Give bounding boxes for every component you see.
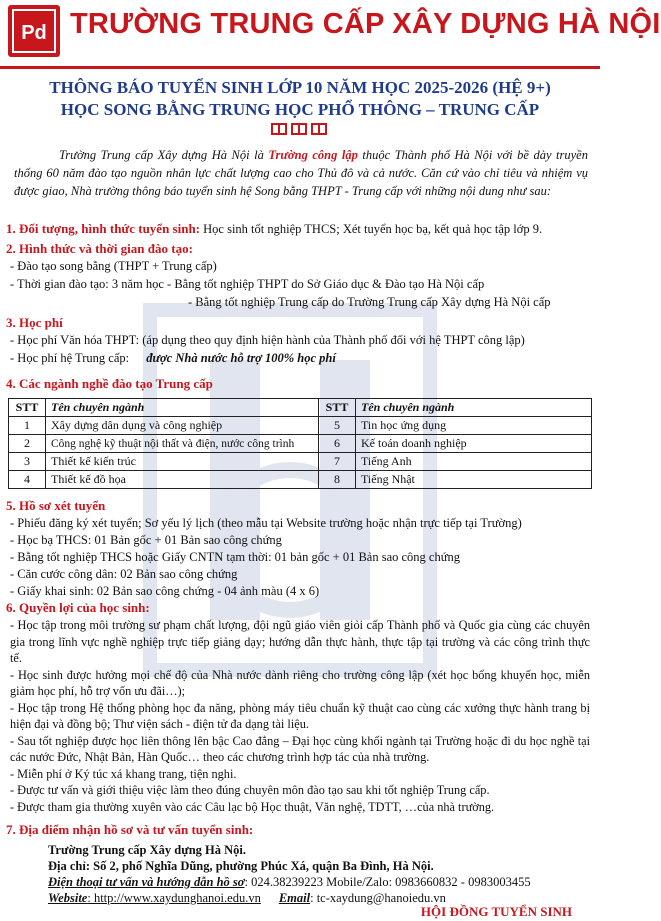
- s3-line2: - Học phí hệ Trung cấp: được Nhà nước hỗ trợ 100% học phí: [10, 351, 336, 365]
- svg-text:Pd: Pd: [21, 22, 47, 44]
- website-link[interactable]: : http://www.xaydunghanoi.edu.vn: [87, 891, 261, 905]
- list-item: - Giấy khai sinh: 02 Bản sao công chứng - 04 ảnh màu (4 x 6): [10, 584, 320, 598]
- section-3-heading: 3. Học phí: [6, 315, 63, 330]
- table-header-row: [9, 399, 592, 417]
- table-row: 3 Thiết kế kiến trúc 7 Tiếng Anh: [9, 453, 592, 471]
- book-ornament-icon: [270, 122, 330, 136]
- logo-emblem-icon: [8, 5, 60, 57]
- admissions-council: HỘI ĐỒNG TUYỂN SINH: [420, 904, 572, 919]
- table-row: 2 Công nghệ kỹ thuật nội thất và điện, nước công trình 6 Kế toán doanh nghiệp: [9, 435, 592, 453]
- email-link[interactable]: : tc-xaydung@hanoiedu.vn: [310, 891, 446, 905]
- s2-line3: - Bằng tốt nghiệp Trung cấp do Trường Trung cấp Xây dựng Hà Nội cấp: [188, 295, 551, 309]
- school-name: TRƯỜNG TRUNG CẤP XÂY DỰNG HÀ NỘI: [70, 8, 661, 40]
- public-school-highlight: Trường công lập: [268, 148, 358, 162]
- list-item: - Học tập trong môi trường sư phạm chất lượng, đội ngũ giáo viên giỏi cấp Thành phố và Quốc gia cùng các chuyên gia trong lĩnh vực nghề nghiệp trực tiếp giảng dạy; hướng dẫn thực hành, thực tập tại trường và các công trình thực tế.: [10, 618, 590, 665]
- section-2-heading: 2. Hình thức và thời gian đào tạo:: [6, 241, 193, 256]
- list-item: - Được tư vấn và giới thiệu việc làm theo đúng chuyên môn đào tạo sau khi tốt nghiệp Trung cấp.: [10, 783, 490, 797]
- col-stt: STT: [9, 399, 46, 417]
- col-name: Tên chuyên ngành: [46, 399, 319, 417]
- s3-line1: - Học phí Văn hóa THPT: (áp dụng theo quy định hiện hành của Thành phố đối với hệ THPT công lập): [10, 333, 525, 347]
- table-row: 1 Xây dựng dân dụng và công nghiệp 5 Tin học ứng dụng: [9, 417, 592, 435]
- announcement-title: THÔNG BÁO TUYỂN SINH LỚP 10 NĂM HỌC 2025-2026 (HỆ 9+): [49, 78, 551, 97]
- header-banner: [0, 0, 661, 69]
- list-item: - Phiếu đăng ký xét tuyển; Sơ yếu lý lịch (theo mẫu tại Website trường hoặc nhận trực tiếp tại Trường): [10, 516, 522, 530]
- list-item: - Miễn phí ở Ký túc xá khang trang, tiện nghi.: [10, 766, 237, 781]
- majors-table: [8, 398, 592, 489]
- list-item: - Học sinh được hưởng mọi chế độ của Nhà nước dành riêng cho trường công lập (xét học bổng khuyến học, miễn giảm học phí, hỗ trợ vốn ưu đãi…);: [10, 667, 590, 698]
- s2-line1: - Đào tạo song bằng (THPT + Trung cấp): [10, 259, 217, 273]
- table-row: 4 Thiết kế đồ họa 8 Tiếng Nhật: [9, 471, 592, 489]
- list-item: - Được tham gia thường xuyên vào các Câu lạc bộ Học thuật, Văn nghệ, TDTT, …của nhà trường.: [10, 799, 495, 814]
- contact-block: [48, 842, 531, 906]
- school-logo: [8, 5, 60, 57]
- intro-paragraph: Trường Trung cấp Xây dựng Hà Nội là Trường công lập thuộc Thành phố Hà Nội với bề dày truyền thống 60 năm đào tạo nguồn nhân lực chất lượng cao cho Thủ đô và cả nước. Căn cứ vào chỉ tiêu và nhiệm vụ được giao, Nhà trường thông báo tuyển sinh hệ Song bằng THPT - Trung cấp với những nội dung như sau:: [14, 148, 588, 198]
- contact-address: Địa chỉ: Số 2, phố Nghĩa Dũng, phường Phúc Xá, quận Ba Đình, Hà Nội.: [48, 859, 434, 873]
- s2-line2: - Thời gian đào tạo: 3 năm học - Bằng tốt nghiệp THPT do Sở Giáo dục & Đào tạo Hà Nội cấp: [10, 277, 485, 291]
- col-name: Tên chuyên ngành: [356, 399, 592, 417]
- section-1: 1. Đối tượng, hình thức tuyển sinh: Học sinh tốt nghiệp THCS; Xét tuyển học bạ, kết quả học tập lớp 9.: [6, 221, 543, 236]
- contact-web-email: Website: http://www.xaydunghanoi.edu.vn Email: tc-xaydung@hanoiedu.vn: [48, 891, 446, 905]
- section-7-heading: 7. Địa điểm nhận hồ sơ và tư vấn tuyển sinh:: [6, 822, 254, 837]
- section-6-heading: 6. Quyền lợi của học sinh:: [6, 600, 150, 615]
- contact-phone: Điện thoại tư vấn và hướng dẫn hồ sơ: 024.38239223 Mobile/Zalo: 0983660832 - 0983003455: [48, 875, 531, 889]
- benefits-list: [10, 617, 590, 815]
- list-item: - Sau tốt nghiệp được học liên thông lên bậc Cao đẳng – Đại học cùng khối ngành tại Trường hoặc đi du học nghề tại các nước Đức, Nhật Bản, Hàn Quốc… theo các chương trình hợp tác của nhà trường.: [10, 733, 590, 764]
- list-item: - Căn cước công dân: 02 Bản sao công chứng: [10, 567, 238, 581]
- col-stt: STT: [319, 399, 356, 417]
- section-4-heading: 4. Các ngành nghề đào tạo Trung cấp: [6, 376, 213, 391]
- list-item: - Bằng tốt nghiệp THCS hoặc Giấy CNTN tạm thời: 01 bản gốc + 01 Bản sao công chứng: [10, 550, 460, 564]
- announcement-subtitle: HỌC SONG BẰNG TRUNG HỌC PHỔ THÔNG – TRUNG CẤP: [60, 100, 540, 119]
- list-item: - Học tập trong Hệ thống phòng học đa năng, phòng máy tiêu chuẩn kỹ thuật cao cùng các xưởng thực hành trang bị hiện đại và đồng bộ; Thư viện sách - điện tử đa dạng tài liệu.: [10, 700, 590, 731]
- documents-list: [10, 515, 590, 600]
- section-5-heading: 5. Hồ sơ xét tuyển: [6, 498, 106, 513]
- list-item: - Học bạ THCS: 01 Bản gốc + 01 Bản sao công chứng: [10, 533, 282, 547]
- contact-school: Trường Trung cấp Xây dựng Hà Nội.: [48, 843, 246, 857]
- tuition-support: được Nhà nước hỗ trợ 100% học phí: [146, 351, 336, 365]
